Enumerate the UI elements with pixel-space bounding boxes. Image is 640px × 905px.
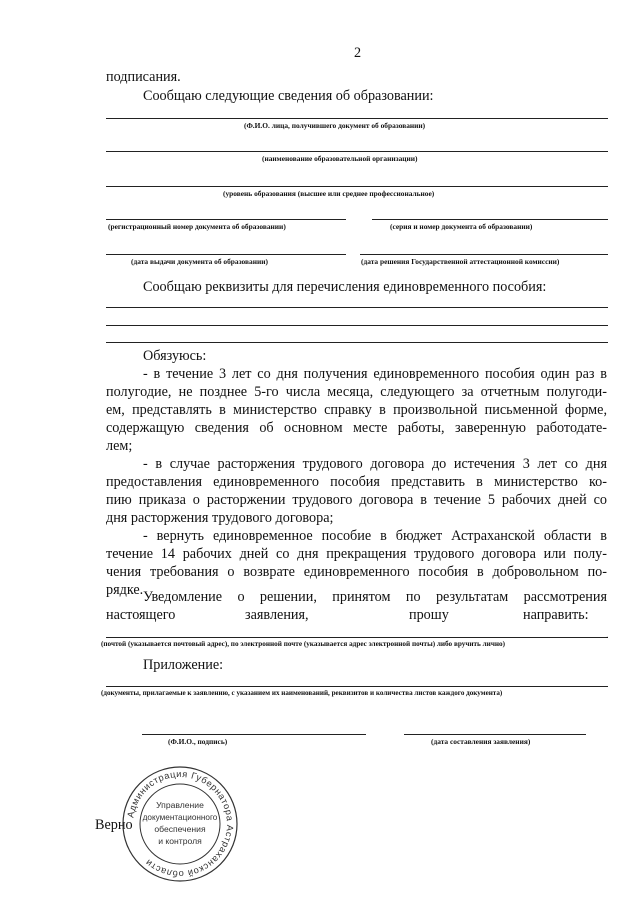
- notification-dot: .: [606, 630, 609, 641]
- obligation-line: ем, представлять в министерство справку в произвольной письменной форме,: [106, 402, 607, 418]
- notification-word: направить:: [523, 607, 589, 623]
- stamp-ring-text: Администрация Губернатора Астраханской области: [125, 768, 236, 880]
- payment-line-1: [106, 307, 608, 308]
- series-number-caption: (серия и номер документа об образовании): [390, 222, 533, 231]
- education-heading: Сообщаю следующие сведения об образовании:: [143, 88, 434, 104]
- obligation-line: лем;: [106, 438, 133, 454]
- level-line: [106, 186, 608, 187]
- obligation-line: предоставления единовременного пособия представить в министерство ко-: [106, 474, 607, 490]
- verno-label: Верно: [95, 817, 133, 833]
- commission-date-line: [360, 254, 608, 255]
- notification-line-1: Уведомление о решении, принятом по результатам рассмотрения: [143, 589, 607, 605]
- stamp-center-line: Управление: [156, 800, 204, 810]
- reg-number-caption: (регистрационный номер документа об образовании): [108, 222, 286, 231]
- stamp-center-line: документационного: [142, 813, 218, 822]
- level-caption: (уровень образования (высшее или среднее профессиональное): [223, 189, 435, 198]
- institution-caption: (наименование образовательной организации): [262, 154, 418, 163]
- notification-word: заявления,: [245, 607, 309, 623]
- holder-name-caption: (Ф.И.О. лица, получившего документ об образовании): [244, 121, 426, 130]
- stamp-center-line: обеспечения: [154, 824, 206, 834]
- payment-line-3: [106, 342, 608, 343]
- issue-date-line: [106, 254, 346, 255]
- page-number: 2: [354, 45, 362, 61]
- issue-date-caption: (дата выдачи документа об образовании): [131, 257, 268, 266]
- attachment-heading: Приложение:: [143, 657, 224, 673]
- obligation-line: чения требования о возврате единовременного пособия в добровольном по-: [106, 564, 607, 580]
- attachment-line: [106, 686, 608, 687]
- attachment-caption: (документы, прилагаемые к заявлению, с указанием их наименований, реквизитов и количества листов каждого документа): [101, 689, 503, 697]
- date-caption: (дата составления заявления): [431, 737, 531, 746]
- signature-name-caption: (Ф.И.О., подпись): [168, 737, 228, 746]
- continuation-text: подписания.: [106, 69, 181, 85]
- obligation-line: - в течение 3 лет со дня получения единовременного пособия один раз в: [143, 366, 607, 382]
- notification-caption: (почтой (указывается почтовый адрес), по электронной почте (указывается адрес электронной почты) либо вручить лично): [101, 640, 505, 648]
- stamp-center-line: и контроля: [158, 836, 202, 846]
- commission-date-caption: (дата решения Государственной аттестационной комиссии): [361, 257, 560, 266]
- obligation-line: дня расторжения трудового договора;: [106, 510, 334, 526]
- obligation-line: - вернуть единовременное пособие в бюджет Астраханской области в: [143, 528, 607, 544]
- institution-line: [106, 151, 608, 152]
- notification-word: прошу: [409, 607, 449, 623]
- payment-heading: Сообщаю реквизиты для перечисления единовременного пособия:: [143, 279, 547, 295]
- obligations-heading: Обязуюсь:: [143, 348, 207, 364]
- series-number-line: [372, 219, 608, 220]
- obligation-line: содержащую сведения об основном месте работы, заверенную работодате-: [106, 420, 607, 436]
- obligation-line: пию приказа о расторжении трудового договора в течение 5 рабочих дней со: [106, 492, 607, 508]
- obligation-line: течение 14 рабочих дней со дня прекращения трудового договора или полу-: [106, 546, 607, 562]
- payment-line-2: [106, 325, 608, 326]
- date-line: [404, 734, 586, 735]
- obligation-line: рядке.: [106, 582, 144, 598]
- obligation-line: полугодие, не позднее 5-го числа месяца, следующего за отчетным полугоди-: [106, 384, 607, 400]
- notification-line: [106, 637, 608, 638]
- signature-line: [142, 734, 366, 735]
- notification-word: настоящего: [106, 607, 176, 623]
- holder-name-line: [106, 118, 608, 119]
- obligation-line: - в случае расторжения трудового договора до истечения 3 лет со дня: [143, 456, 607, 472]
- reg-number-line: [106, 219, 346, 220]
- official-stamp: [120, 764, 240, 884]
